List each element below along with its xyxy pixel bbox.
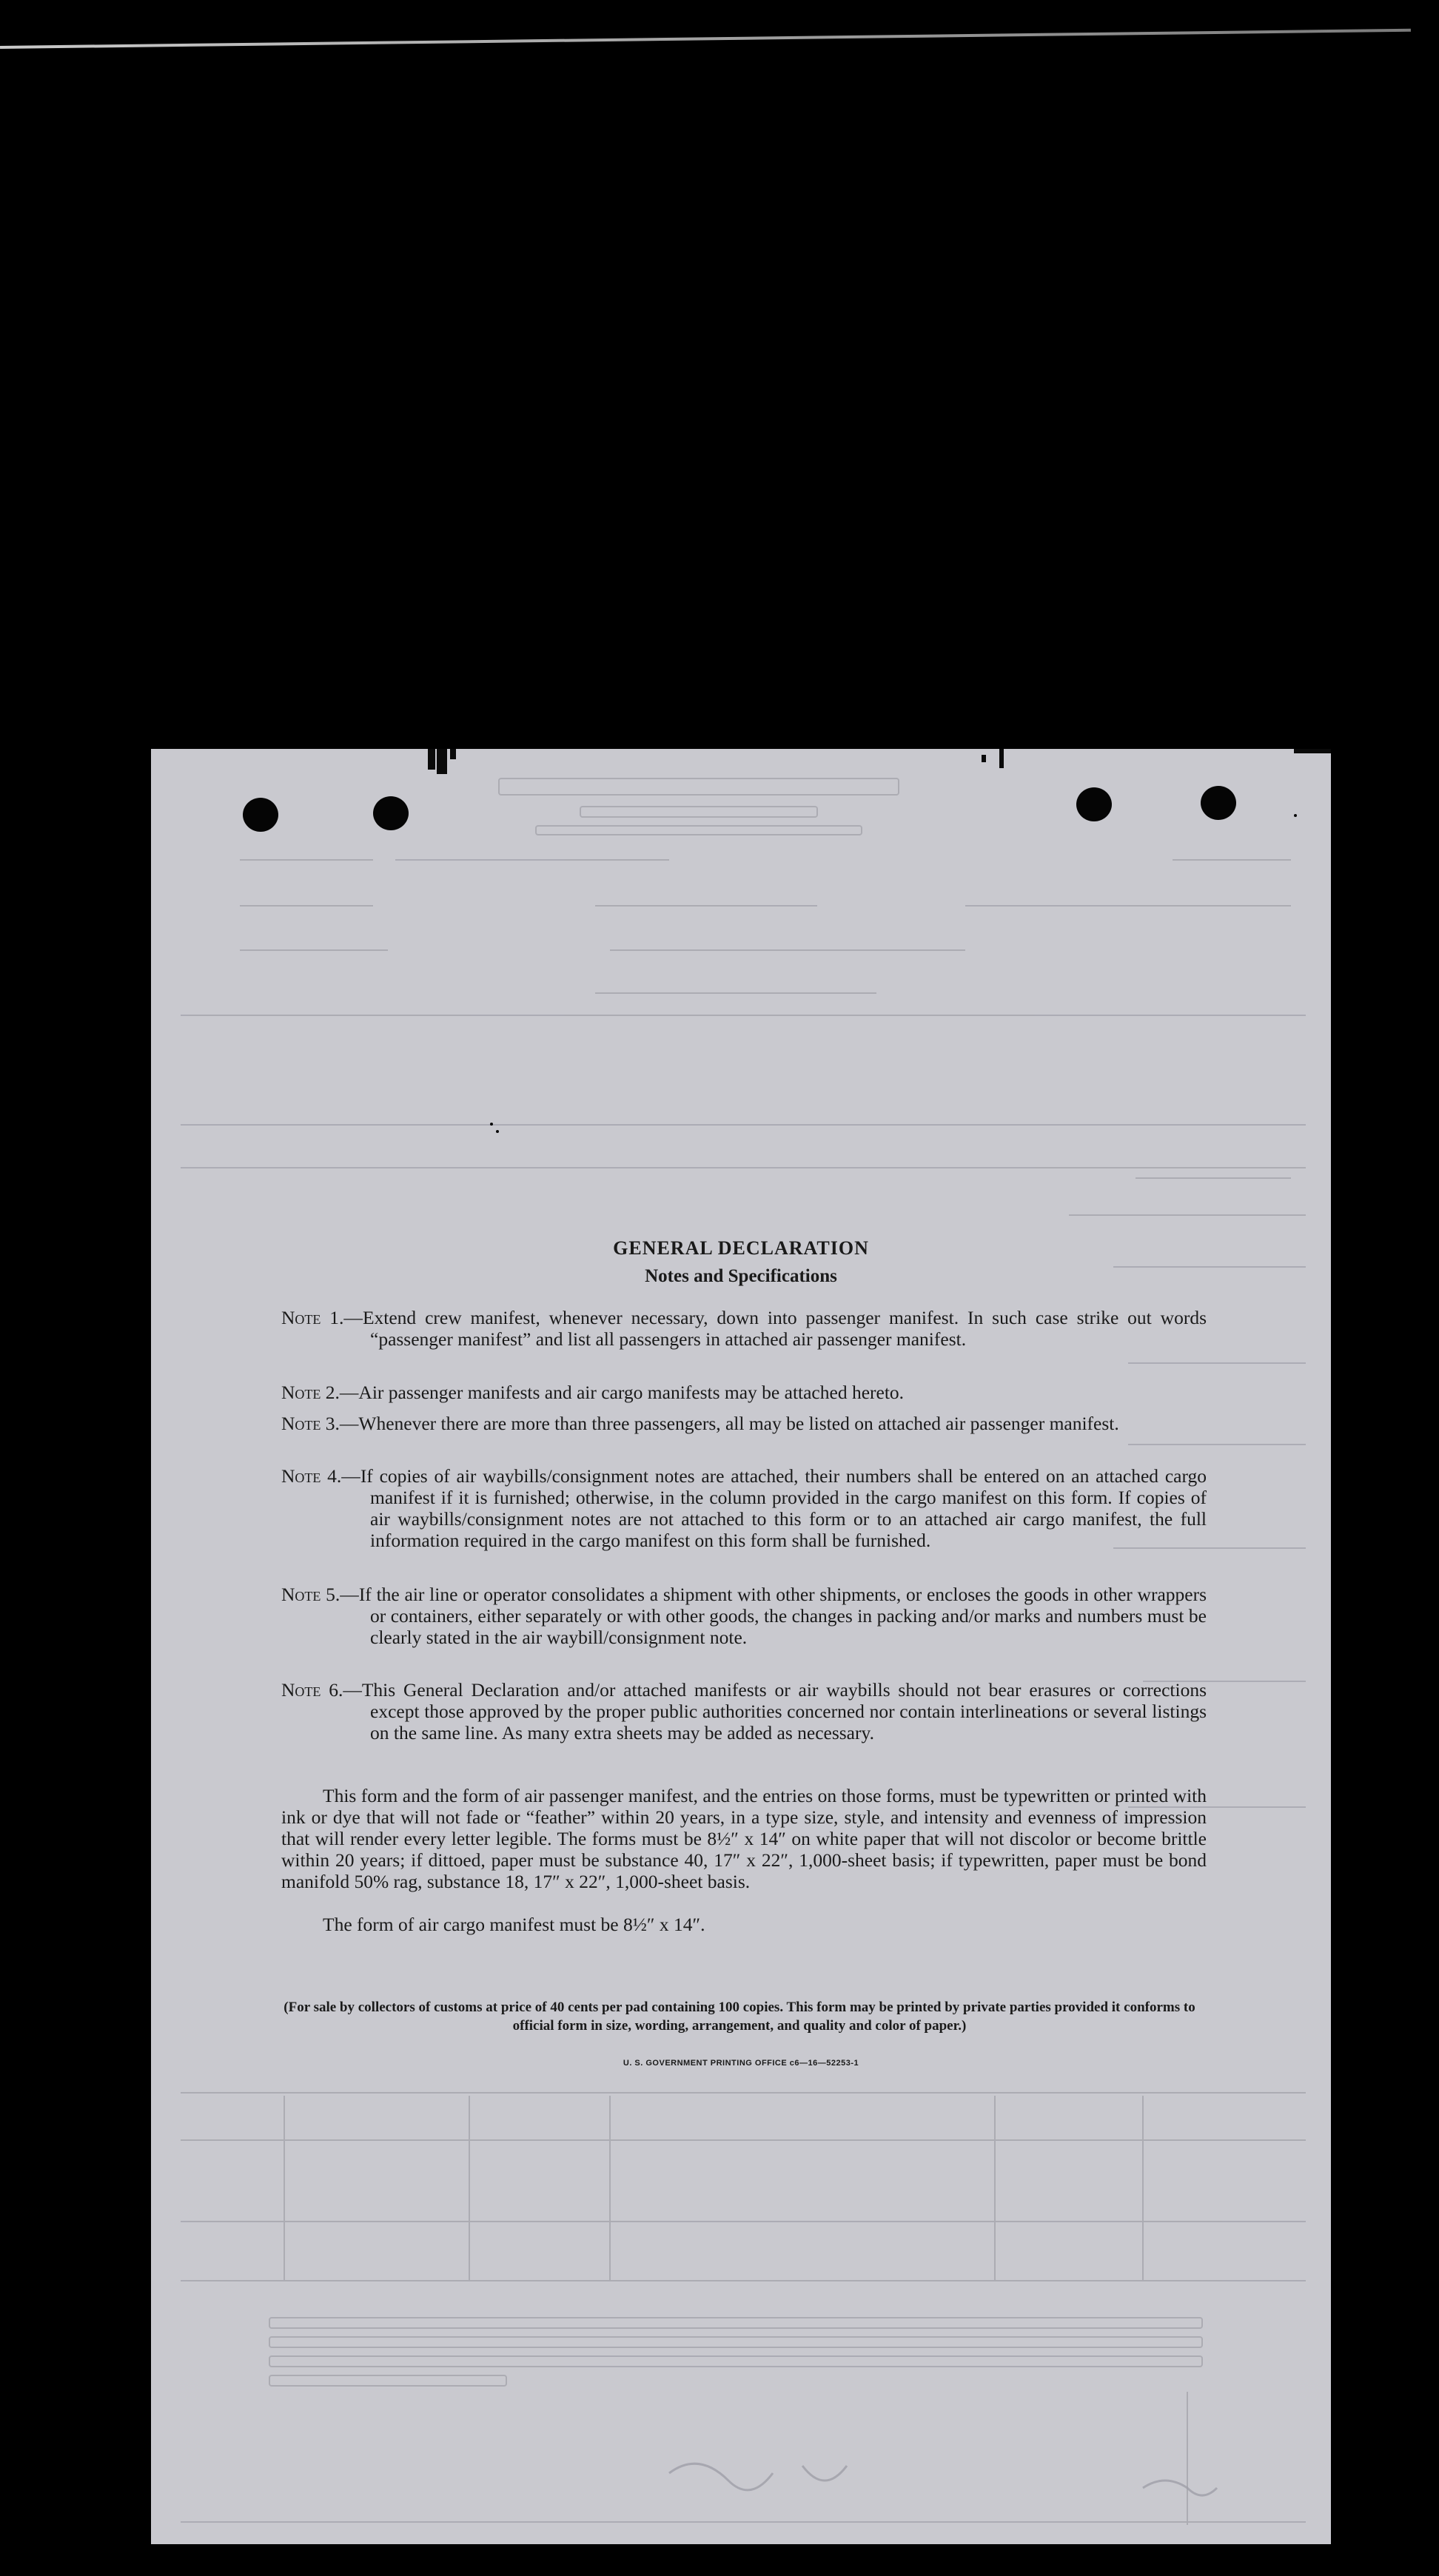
note-1 [281, 1307, 1207, 1350]
note-text: Air passenger manifests and air cargo manifests may be attached hereto. [358, 1382, 905, 1403]
scanner-edge-line [0, 29, 1411, 49]
page-subtitle: Notes and Specifications [645, 1266, 837, 1286]
note-3 [281, 1413, 1207, 1434]
note-label: Note 2.— [281, 1382, 359, 1403]
note-5 [281, 1584, 1207, 1648]
note-text: This General Declaration and/or attached manifests or air waybills should not bear erasures or corrections except those approved by the proper public authorities concerned nor contain interlineations or several listings on the same line. As many extra sheets may be added as necessary. [361, 1679, 1207, 1743]
note-text: Whenever there are more than three passengers, all may be listed on attached air passenger manifest. [358, 1413, 1119, 1434]
sale-notice: (For sale by collectors of customs at price of 40 cents per pad containing 100 copies. This form may be printed by private parties provided it conforms to official form in size, wording, arrangement, and quality and color of paper.) [284, 2000, 1195, 2034]
note-6 [281, 1679, 1207, 1743]
page-title: GENERAL DECLARATION [613, 1237, 869, 1259]
note-text: If copies of air waybills/consignment notes are attached, their numbers shall be entered on an attached cargo manifest if it is furnished; otherwise, in the column provided in the cargo manifest on this form. If copies of air waybills/consignment notes are not attached to this form or to an attached air cargo manifest, the full information required in the cargo manifest on this form shall be furnished. [360, 1465, 1207, 1551]
note-2 [281, 1382, 1207, 1403]
note-label: Note 1.— [281, 1307, 363, 1328]
note-4 [281, 1465, 1207, 1551]
note-label: Note 4.— [281, 1465, 360, 1487]
document-page [151, 749, 1331, 2544]
note-text: Extend crew manifest, whenever necessary, down into passenger manifest. In such case strike out words “passenger manifest” and list all passengers in attached air passenger manifest. [362, 1307, 1207, 1350]
specifications-paragraph: This form and the form of air passenger manifest, and the entries on those forms, must be typewritten or printed with ink or dye that will not fade or “feather” within 20 years, in a type size, style, and intensity and evenness of impression that will render every letter legible. The forms must be 8½″ x 14″ on white paper that will not discolor or become brittle within 20 years; if dittoed, paper must be substance 40, 17″ x 22″, 1,000-sheet basis; if typewritten, paper must be bond manifold 50% rag, substance 18, 17″ x 22″, 1,000-sheet basis. [281, 1785, 1207, 1892]
printing-office-line: U. S. GOVERNMENT PRINTING OFFICE c6—16—52253-1 [623, 2059, 859, 2068]
cargo-manifest-size: The form of air cargo manifest must be 8½″ x 14″. [323, 1914, 705, 1935]
note-text: If the air line or operator consolidates a shipment with other shipments, or encloses the goods in other wrappers or containers, either separately or with other goods, the changes in packing and/or marks and numbers must be clearly stated in the air waybill/consignment note. [358, 1584, 1207, 1648]
note-label: Note 3.— [281, 1413, 359, 1434]
note-label: Note 5.— [281, 1584, 359, 1605]
note-label: Note 6.— [281, 1679, 362, 1701]
